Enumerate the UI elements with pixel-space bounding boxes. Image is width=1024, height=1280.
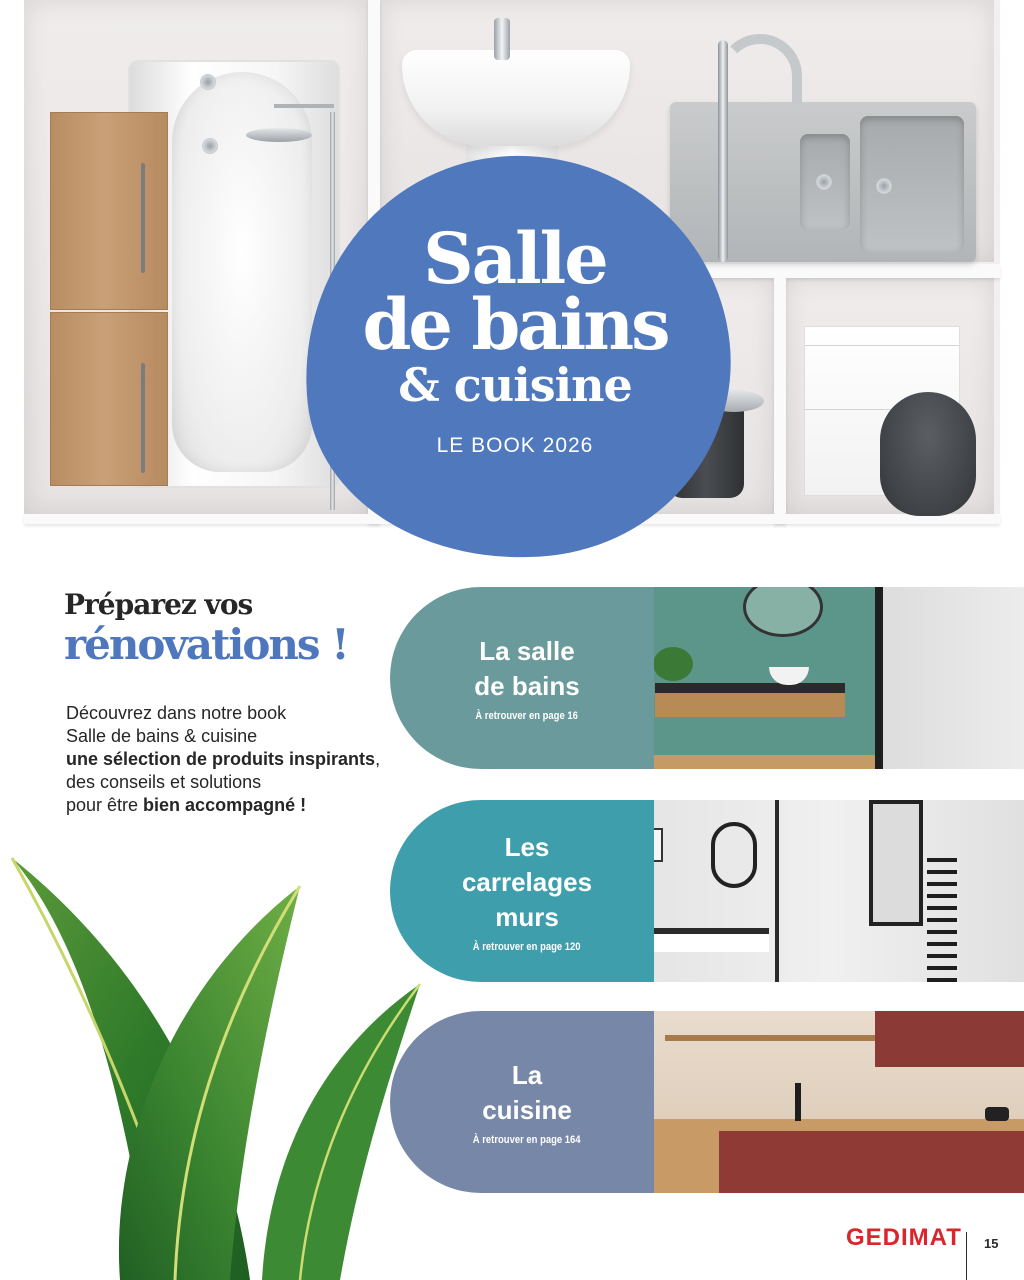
shower-head-icon — [246, 128, 312, 142]
towel-radiator — [927, 858, 957, 982]
vanity-top — [655, 683, 845, 693]
vanity-edge — [805, 345, 959, 346]
book-label: LE BOOK 2026 — [436, 434, 594, 457]
bathtub-overflow-icon — [200, 74, 216, 90]
intro-line — [66, 794, 406, 817]
section-title: La cuisine — [482, 1060, 572, 1125]
intro-comma: , — [375, 749, 381, 769]
section-title: La salle de bains — [474, 636, 580, 701]
section-page-ref: À retrouver en page 120 — [473, 940, 581, 953]
section-pill — [390, 1011, 654, 1193]
headline-prepare: Préparez vos — [64, 588, 253, 621]
intro-line — [66, 748, 406, 771]
toilet-seat — [880, 392, 976, 516]
gedimat-logo: GEDIMAT — [846, 1224, 962, 1251]
shelf-divider — [774, 278, 786, 524]
white-tile-wall — [875, 587, 1024, 769]
banana-leaf-icon — [0, 846, 430, 1280]
bathtub-drain-icon — [202, 138, 218, 154]
lower-cabinets — [719, 1131, 1024, 1193]
cover-title — [320, 217, 710, 458]
intro-bold: bien accompagné ! — [143, 795, 307, 815]
intro-line: Découvrez dans notre book — [66, 703, 287, 723]
white-tile-wall — [635, 800, 1024, 982]
title-line-1: Salle — [423, 217, 607, 300]
wood-shelf — [665, 1035, 875, 1041]
intro-line: des conseils et solutions — [66, 772, 262, 792]
pot-icon — [985, 1107, 1009, 1121]
shower-arm — [274, 104, 334, 108]
floating-vanity — [635, 928, 769, 952]
intro-text: pour être — [66, 795, 144, 815]
window — [869, 800, 923, 926]
page-number: 15 — [984, 1236, 999, 1251]
plant — [653, 647, 693, 681]
wood-cabinet-bottom — [50, 312, 168, 486]
section-title: Les carrelages murs — [461, 831, 593, 932]
title-line-2: de bains — [362, 283, 668, 366]
wood-floor — [635, 755, 875, 769]
intro-line: Salle de bains & cuisine — [66, 726, 258, 746]
cabinet-handle — [141, 363, 145, 473]
shower-frame — [875, 587, 883, 769]
cabinet-handle — [141, 163, 145, 273]
wood-cabinet-top — [50, 112, 168, 310]
title-line-3: & cuisine — [398, 358, 632, 412]
footer-divider — [966, 1232, 967, 1280]
section-card-wall-tiles[interactable] — [390, 800, 1024, 982]
kitchen-tap-icon — [795, 1083, 801, 1121]
kitchen-mixer-icon — [718, 40, 728, 262]
bathroom-green-wall-photo — [635, 587, 1024, 769]
sink-drain-icon — [876, 178, 892, 194]
intro-bold: une sélection de produits inspirants — [66, 749, 376, 769]
section-page-ref: À retrouver en page 164 — [473, 1134, 581, 1146]
section-page-ref: À retrouver en page 16 — [475, 710, 579, 722]
wood-vanity — [655, 693, 845, 717]
headline-renovations: rénovations ! — [64, 620, 348, 669]
kitchen-red-cabinets-photo — [635, 1011, 1024, 1193]
sink-drain-icon — [816, 174, 832, 190]
intro-paragraph — [66, 702, 406, 817]
oval-mirror — [711, 822, 757, 888]
section-card-kitchen[interactable] — [390, 1011, 1024, 1193]
wood-worktop — [635, 1119, 1024, 1131]
upper-cabinets — [875, 1011, 1024, 1067]
shower-screen — [775, 800, 779, 982]
section-pill — [390, 587, 654, 769]
section-pill — [390, 800, 654, 982]
basin-tap-icon — [494, 18, 510, 60]
bathroom-white-tiles-photo — [635, 800, 1024, 982]
section-card-bathroom[interactable] — [390, 587, 1024, 769]
